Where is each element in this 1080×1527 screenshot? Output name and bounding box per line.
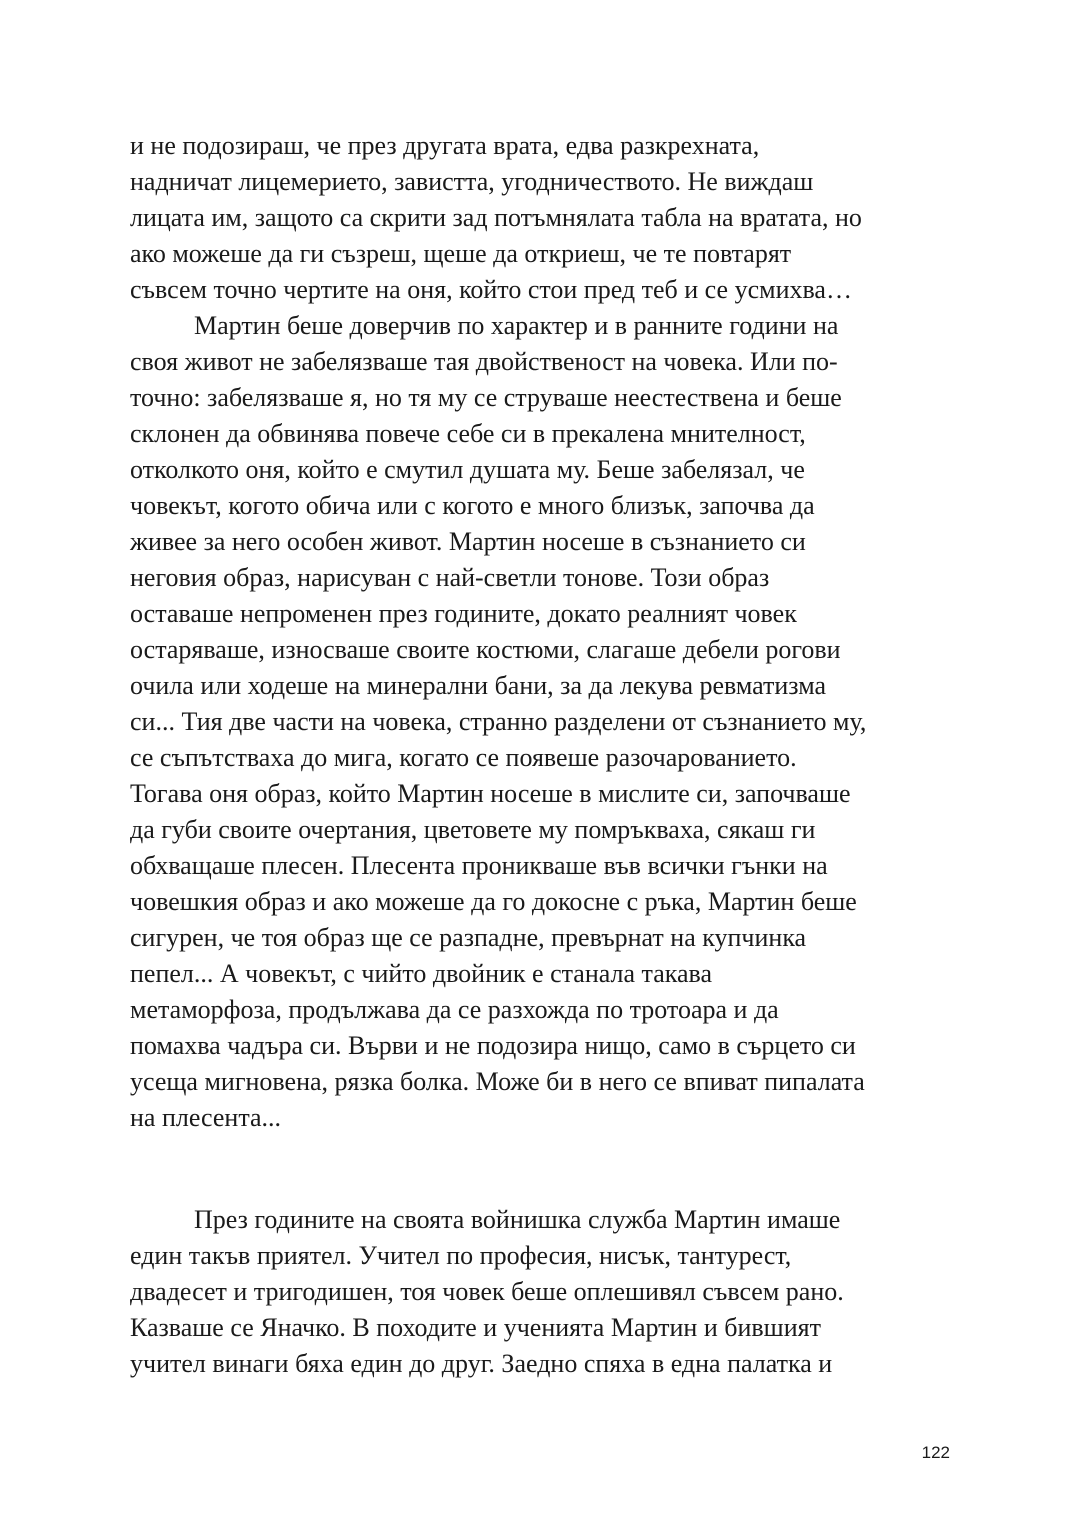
text-line: очила или ходеше на минерални бани, за да лекува ревматизма [130,671,827,700]
text-line: да губи своите очертания, цветовете му помръкваха, сякаш ги [130,815,816,844]
text-line: обхващаше плесен. Плесента проникваше във всички гънки на [130,851,828,880]
text-line: склонен да обвинява повече себе си в прекалена мнителност, [130,419,806,448]
text-line: отколкото оня, който е смутил душата му. Беше забелязал, че [130,455,805,484]
text-line: си... Тия две части на човека, странно разделени от съзнанието му, [130,707,867,736]
paragraph [130,308,960,1136]
text-block-lower [130,1202,960,1382]
text-line: ако можеше да ги съзреш, щеше да откриеш, че те повтарят [130,239,792,268]
text-line: на плесента... [130,1103,282,1132]
text-line: своя живот не забелязваше тая двойственост на човека. Или по- [130,347,838,376]
text-line: точно: забелязваше я, но тя му се струваше неестествена и беше [130,383,842,412]
text-line: Тогава оня образ, който Мартин носеше в мислите си, започваше [130,779,851,808]
text-line: човекът, когото обича или с когото е много близък, започва да [130,491,815,520]
text-line: усеща мигновена, рязка болка. Може би в него се впиват пипалата [130,1067,865,1096]
text-line: Мартин беше доверчив по характер и в ранните години на [194,311,839,340]
text-line: Казваше се Яначко. В походите и ученията Мартин и бившият [130,1313,821,1342]
text-line: остаряваше, износваше своите костюми, слагаше дебели рогови [130,635,841,664]
paragraph [130,1202,960,1382]
text-line: един такъв приятел. Учител по професия, нисък, тантурест, [130,1241,792,1270]
text-line: живее за него особен живот. Мартин носеше в съзнанието си [130,527,806,556]
text-line: се съпътстваха до мига, когато се появеше разочарованието. [130,743,797,772]
text-line: През годините на своята войнишка служба Мартин имаше [194,1205,841,1234]
text-line: двадесет и тригодишен, тоя човек беше оплешивял съвсем рано. [130,1277,844,1306]
page-number: 122 [921,1443,950,1462]
text-line: неговия образ, нарисуван с най-светли тонове. Този образ [130,563,770,592]
text-line: съвсем точно чертите на оня, който стои пред теб и се усмихва… [130,275,852,304]
text-line: човешкия образ и ако можеше да го докосне с ръка, Мартин беше [130,887,857,916]
text-line: оставаше непроменен през годините, докато реалният човек [130,599,797,628]
text-line: помахва чадъра си. Върви и не подозира нищо, само в сърцето си [130,1031,856,1060]
paragraph [130,128,960,308]
text-block-upper [130,128,960,1136]
text-line: метаморфоза, продължава да се разхожда по тротоара и да [130,995,779,1024]
text-line: учител винаги бяха един до друг. Заедно спяха в една палатка и [130,1349,833,1378]
text-line: сигурен, че тоя образ ще се разпадне, превърнат на купчинка [130,923,807,952]
text-line: лицата им, защото са скрити зад потъмнялата табла на вратата, но [130,203,862,232]
text-line: и не подозираш, че през другата врата, едва разкрехната, [130,131,760,160]
text-line: пепел... А човекът, с чийто двойник е станала такава [130,959,713,988]
text-line: надничат лицемерието, завистта, угодничеството. Не виждаш [130,167,814,196]
